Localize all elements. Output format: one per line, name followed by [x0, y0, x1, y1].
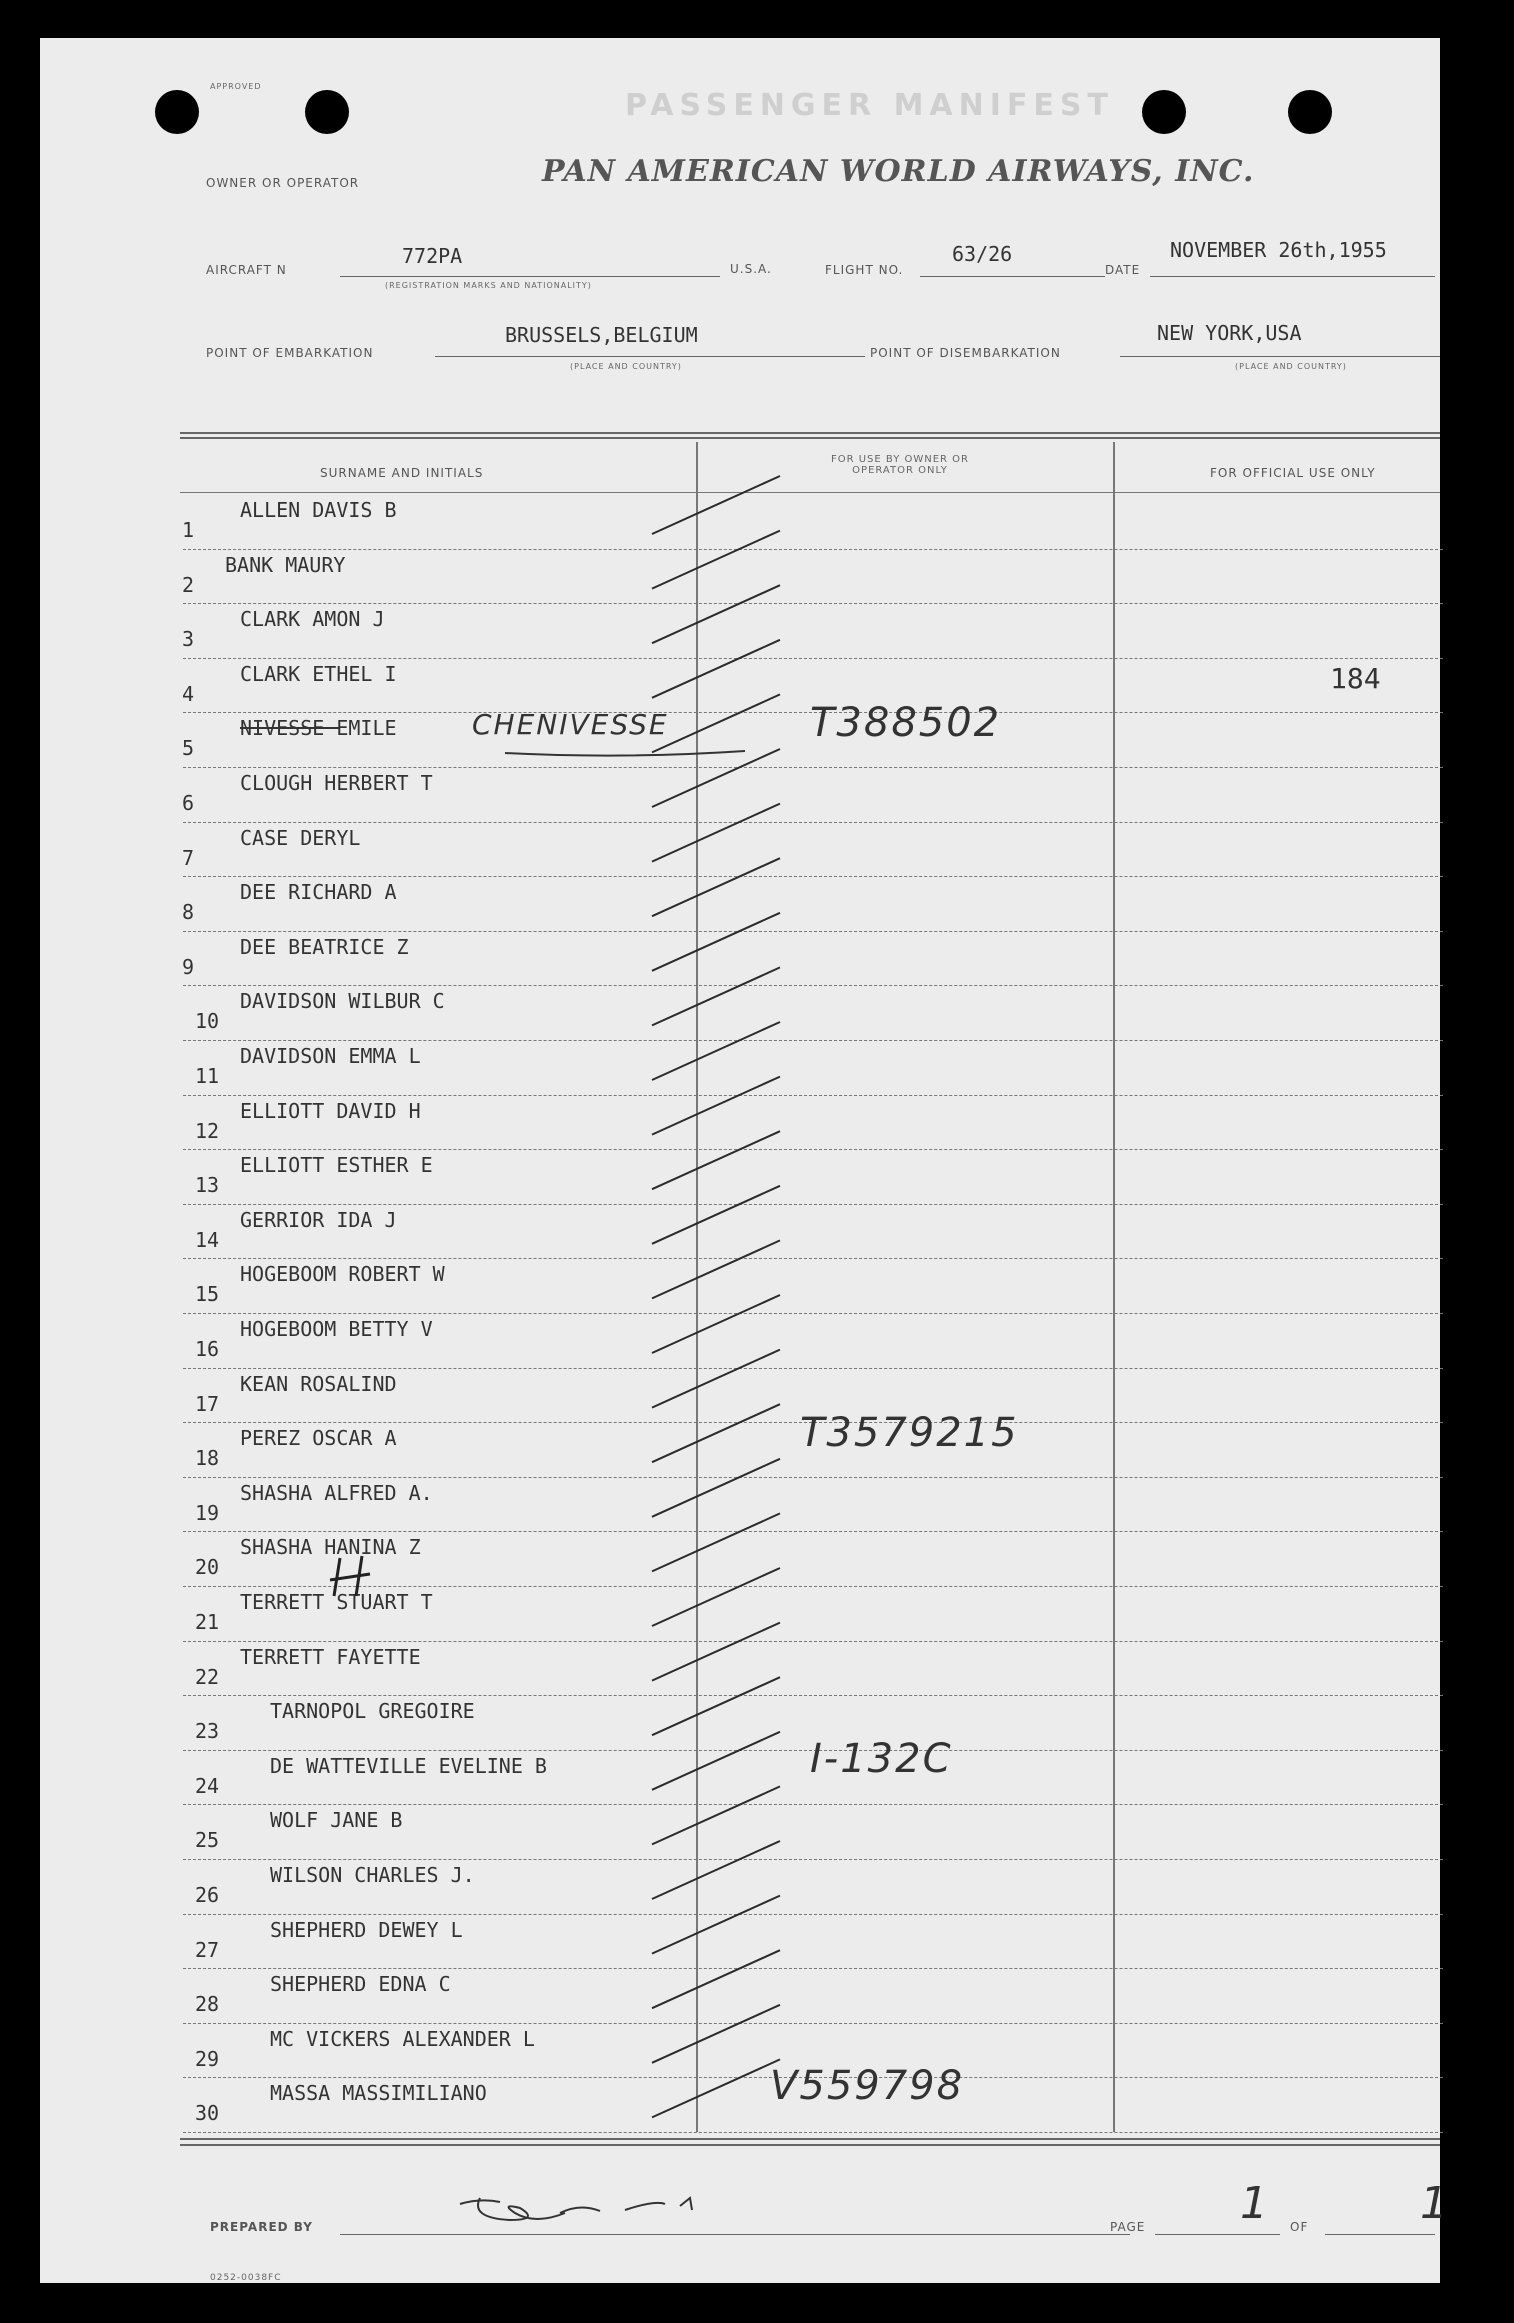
- owner-note: T388502: [810, 700, 1002, 747]
- place-caption-2: (PLACE AND COUNTRY): [1235, 362, 1347, 371]
- check-mark: [652, 1295, 780, 1353]
- row-number: 1: [182, 518, 195, 542]
- embarkation-label: POINT OF EMBARKATION: [206, 346, 374, 360]
- column-header-owner: FOR USE BY OWNER OR OPERATOR ONLY: [830, 454, 970, 476]
- row-number: 15: [195, 1282, 220, 1307]
- row-number: 23: [195, 1719, 220, 1744]
- approved-stamp: APPROVED: [210, 82, 262, 91]
- passenger-name: WILSON CHARLES J.: [270, 1863, 475, 1887]
- row-number: 30: [195, 2101, 220, 2126]
- row-number: 24: [195, 1773, 220, 1798]
- check-mark: [652, 476, 780, 534]
- passenger-name: DAVIDSON EMMA L: [240, 1044, 421, 1068]
- passenger-name: HOGEBOOM ROBERT W: [240, 1262, 445, 1287]
- row-number: 19: [195, 1500, 220, 1525]
- check-mark: [652, 749, 780, 807]
- check-mark: [652, 2005, 780, 2063]
- check-mark: [652, 1131, 780, 1189]
- check-mark: [652, 1623, 780, 1681]
- row-number: 29: [195, 2046, 220, 2071]
- passenger-name: TARNOPOL GREGOIRE: [270, 1699, 475, 1724]
- company-name: PAN AMERICAN WORLD AIRWAYS, INC.: [542, 154, 1255, 189]
- date-label: DATE: [1105, 263, 1141, 277]
- row-number: 7: [182, 845, 195, 870]
- of-value: 1: [1420, 2178, 1450, 2229]
- row-number: 16: [195, 1337, 220, 1361]
- signature: [460, 2198, 692, 2220]
- row-number: 17: [195, 1391, 220, 1416]
- passenger-name: SHEPHERD EDNA C: [270, 1972, 451, 1997]
- check-mark: [652, 1677, 780, 1735]
- passenger-name: SHASHA HANINA Z: [240, 1535, 421, 1560]
- passenger-name: ALLEN DAVIS B: [240, 498, 397, 522]
- passenger-name: ELLIOTT DAVID H: [240, 1098, 421, 1123]
- row-number: 18: [195, 1446, 220, 1471]
- row-number: 21: [195, 1610, 220, 1634]
- row-number: 25: [195, 1828, 220, 1853]
- handwritten-name: CHENIVESSE: [472, 708, 669, 742]
- passenger-name: PEREZ OSCAR A: [240, 1426, 397, 1451]
- official-note: 184: [1330, 661, 1381, 695]
- passenger-name: HOGEBOOM BETTY V: [240, 1317, 433, 1341]
- check-mark: [652, 1459, 780, 1517]
- check-mark: [652, 1022, 780, 1080]
- check-mark: [652, 1568, 780, 1626]
- disembarkation-value: NEW YORK,USA: [1157, 321, 1302, 345]
- check-mark: [652, 1404, 780, 1462]
- check-mark: [652, 967, 780, 1025]
- check-mark: [652, 858, 780, 916]
- place-caption: (PLACE AND COUNTRY): [570, 362, 682, 371]
- passenger-name: CASE DERYL: [240, 825, 361, 850]
- row-number: 4: [182, 681, 195, 706]
- passenger-name: CLOUGH HERBERT T: [240, 771, 433, 795]
- passenger-name: GERRIOR IDA J: [240, 1207, 397, 1232]
- row-number: 10: [195, 1009, 220, 1034]
- check-mark: [652, 694, 780, 752]
- passenger-name: DE WATTEVILLE EVELINE B: [270, 1753, 547, 1778]
- check-mark: [652, 913, 780, 971]
- check-mark: [652, 531, 780, 589]
- row-number: 5: [182, 736, 195, 761]
- passenger-name: BANK MAURY: [225, 552, 346, 577]
- row-number: 26: [195, 1883, 220, 1907]
- registration-caption: (REGISTRATION MARKS AND NATIONALITY): [385, 281, 592, 290]
- prepared-by-label: PREPARED BY: [210, 2220, 313, 2234]
- row-number: 27: [195, 1937, 220, 1962]
- handwritten-correction: [330, 1556, 370, 1596]
- passenger-name: MC VICKERS ALEXANDER L: [270, 2026, 535, 2051]
- row-number: 2: [182, 572, 195, 597]
- manifest-page: [40, 38, 1450, 2283]
- disembarkation-label: POINT OF DISEMBARKATION: [870, 346, 1061, 360]
- aircraft-value: 772PA: [402, 244, 463, 268]
- check-mark: [652, 1186, 780, 1244]
- row-number: 20: [195, 1555, 220, 1580]
- check-mark: [652, 1896, 780, 1954]
- passenger-name: CLARK ETHEL I: [240, 661, 397, 686]
- handwriting-underline: [505, 751, 745, 756]
- row-number: 14: [195, 1227, 220, 1252]
- column-header-surname: SURNAME AND INITIALS: [320, 466, 484, 480]
- column-header-official: FOR OFFICIAL USE ONLY: [1210, 466, 1376, 480]
- embarkation-value: BRUSSELS,BELGIUM: [505, 323, 698, 347]
- check-mark: [652, 804, 780, 862]
- passenger-name: TERRETT FAYETTE: [240, 1644, 421, 1669]
- usa-label: U.S.A.: [730, 262, 772, 276]
- flight-value: 63/26: [952, 242, 1013, 266]
- row-number: 22: [195, 1664, 220, 1689]
- passenger-name: KEAN ROSALIND: [240, 1371, 397, 1396]
- check-mark: [652, 1950, 780, 2008]
- passenger-name: DAVIDSON WILBUR C: [240, 989, 445, 1014]
- passenger-name: ELLIOTT ESTHER E: [240, 1153, 433, 1178]
- check-mark: [652, 1732, 780, 1790]
- passenger-name: MASSA MASSIMILIANO: [270, 2081, 487, 2106]
- check-mark: [652, 1350, 780, 1408]
- check-mark: [652, 1841, 780, 1899]
- of-label: OF: [1290, 2220, 1309, 2234]
- passenger-name: CLARK AMON J: [240, 607, 385, 632]
- check-mark: [652, 1077, 780, 1135]
- row-number: 13: [195, 1173, 220, 1198]
- row-number: 28: [195, 1992, 220, 2017]
- aircraft-label: AIRCRAFT N: [206, 263, 287, 277]
- passenger-name: SHEPHERD DEWEY L: [270, 1917, 463, 1942]
- check-mark: [652, 1240, 780, 1298]
- row-number: 8: [182, 900, 195, 925]
- check-mark: [652, 1513, 780, 1571]
- manifest-title: PASSENGER MANIFEST: [625, 88, 1114, 123]
- check-mark: [652, 1786, 780, 1844]
- row-number: 11: [195, 1064, 220, 1088]
- passenger-name: SHASHA ALFRED A.: [240, 1480, 433, 1505]
- row-number: 12: [195, 1118, 220, 1143]
- check-mark: [652, 2059, 780, 2117]
- passenger-name: NIVESSE EMILE: [240, 716, 397, 741]
- handwriting-layer: [40, 38, 1440, 2283]
- flight-label: FLIGHT NO.: [825, 263, 904, 277]
- passenger-name: TERRETT STUART T: [240, 1590, 433, 1614]
- form-code: 0252-0038FC: [210, 2273, 282, 2283]
- owner-label: OWNER OR OPERATOR: [206, 176, 360, 190]
- row-number: 6: [182, 791, 195, 815]
- passenger-name: DEE RICHARD A: [240, 880, 397, 905]
- owner-note: I-132C: [810, 1735, 953, 1782]
- check-mark: [652, 585, 780, 643]
- page-label: PAGE: [1110, 2220, 1146, 2234]
- passenger-name: WOLF JANE B: [270, 1808, 403, 1833]
- date-value: NOVEMBER 26th,1955: [1170, 238, 1387, 262]
- owner-note: T3579215: [800, 1410, 1019, 1457]
- page-value: 1: [1240, 2178, 1270, 2229]
- check-mark: [652, 640, 780, 698]
- passenger-name: DEE BEATRICE Z: [240, 934, 409, 959]
- row-number: 9: [182, 954, 195, 979]
- row-number: 3: [182, 627, 195, 652]
- owner-note: V559798: [770, 2063, 965, 2110]
